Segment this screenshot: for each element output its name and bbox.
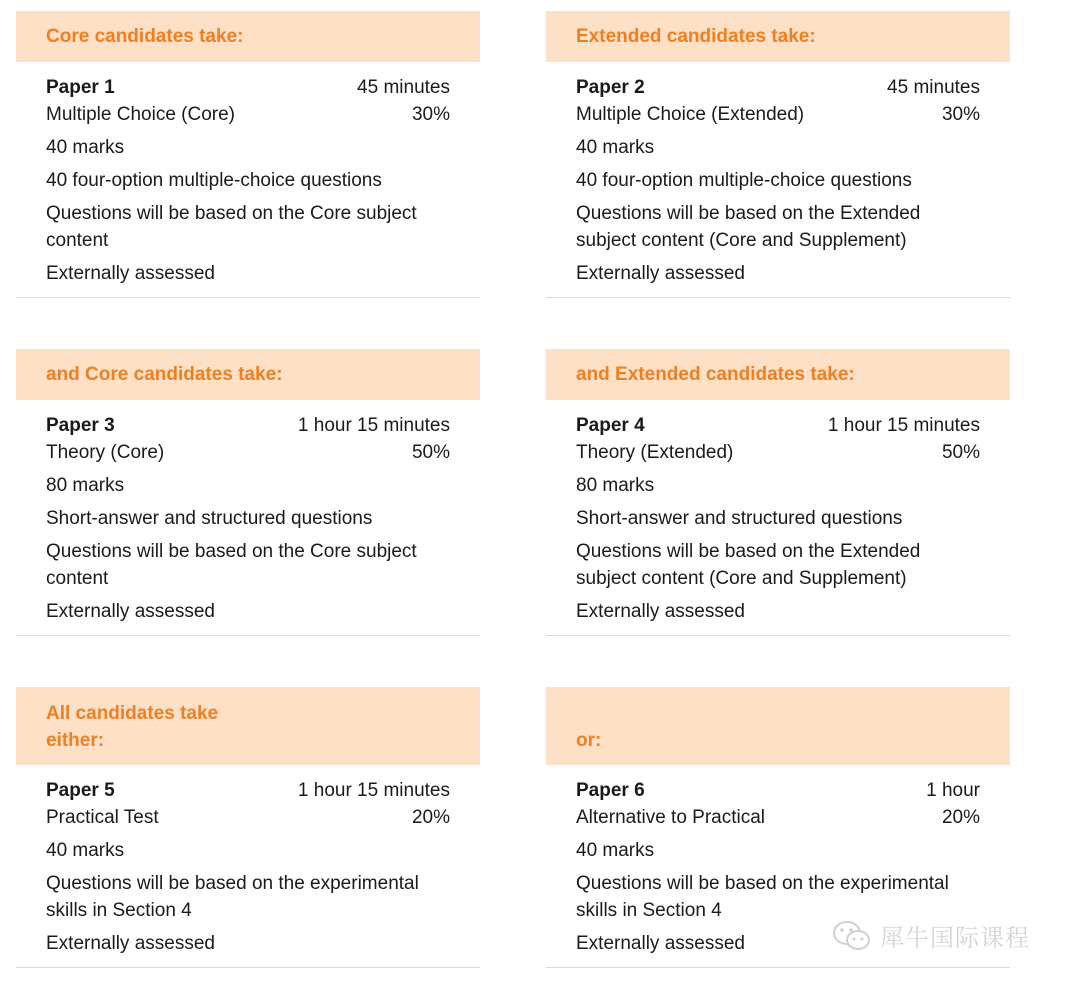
paper-type: Practical Test [46, 807, 159, 828]
paper-weight: 20% [941, 807, 980, 828]
paper-duration: 1 hour 15 minutes [297, 415, 450, 436]
detail-assessment: Externally assessed [576, 933, 745, 954]
paper-title: Paper 2 [576, 77, 645, 98]
divider [546, 297, 1010, 298]
detail-assessment: Externally assessed [46, 263, 215, 284]
paper-title: Paper 1 [46, 77, 115, 98]
detail-marks: 40 marks [46, 137, 125, 158]
detail-format: 40 four-option multiple-choice questions [46, 170, 382, 191]
paper-duration: 45 minutes [357, 77, 450, 98]
paper-title: Paper 5 [46, 780, 115, 801]
detail-content: Questions will be based on the Core subject content [46, 541, 417, 589]
detail-content: Questions will be based on the Extended subject content (Core and Supplement) [576, 541, 921, 589]
paper-5-block [16, 687, 480, 968]
detail-content: Questions will be based on the Extended subject content (Core and Supplement) [576, 203, 921, 251]
paper-weight: 50% [941, 442, 980, 463]
detail-assessment: Externally assessed [46, 933, 215, 954]
divider [16, 635, 480, 636]
paper-duration: 1 hour 15 minutes [297, 780, 450, 801]
detail-marks: 40 marks [46, 840, 125, 861]
paper-type: Alternative to Practical [576, 807, 766, 828]
detail-format: 40 four-option multiple-choice questions [576, 170, 912, 191]
watermark [832, 918, 1030, 953]
block-header [16, 687, 480, 765]
paper-type: Theory (Core) [46, 442, 165, 463]
paper-title: Paper 3 [46, 415, 115, 436]
block-header-text: All candidates take either: [46, 703, 219, 751]
block-header: Extended candidates take: [546, 11, 1010, 62]
divider [16, 967, 480, 968]
detail-content: Questions will be based on the experimental skills in Section 4 [576, 873, 949, 921]
paper-type: Theory (Extended) [576, 442, 734, 463]
paper-duration: 45 minutes [887, 77, 980, 98]
paper-type: Multiple Choice (Core) [46, 104, 236, 125]
paper-weight: 30% [941, 104, 980, 125]
paper-weight: 30% [411, 104, 450, 125]
block-header: Core candidates take: [16, 11, 480, 62]
paper-type: Multiple Choice (Extended) [576, 104, 805, 125]
paper-2-block [546, 11, 1010, 298]
paper-weight: 50% [411, 442, 450, 463]
divider [546, 635, 1010, 636]
divider [16, 297, 480, 298]
block-header: and Core candidates take: [16, 349, 480, 400]
watermark-text: 犀牛国际课程 [880, 925, 1030, 952]
paper-duration: 1 hour 15 minutes [827, 415, 980, 436]
detail-marks: 40 marks [576, 137, 655, 158]
detail-marks: 40 marks [576, 840, 655, 861]
detail-assessment: Externally assessed [576, 601, 745, 622]
block-header: or: [546, 687, 1010, 765]
divider [546, 967, 1010, 968]
paper-4-block [546, 349, 1010, 636]
paper-duration: 1 hour [926, 780, 980, 801]
detail-marks: 80 marks [46, 475, 125, 496]
paper-title: Paper 6 [576, 780, 645, 801]
detail-content: Questions will be based on the Core subject content [46, 203, 417, 251]
paper-title: Paper 4 [576, 415, 645, 436]
detail-content: Questions will be based on the experimental skills in Section 4 [46, 873, 419, 921]
detail-format: Short-answer and structured questions [46, 508, 373, 529]
block-header: and Extended candidates take: [546, 349, 1010, 400]
detail-format: Short-answer and structured questions [576, 508, 903, 529]
detail-assessment: Externally assessed [46, 601, 215, 622]
detail-marks: 80 marks [576, 475, 655, 496]
detail-assessment: Externally assessed [576, 263, 745, 284]
wechat-icon [832, 919, 872, 953]
paper-weight: 20% [411, 807, 450, 828]
paper-3-block [16, 349, 480, 636]
paper-1-block [16, 11, 480, 298]
